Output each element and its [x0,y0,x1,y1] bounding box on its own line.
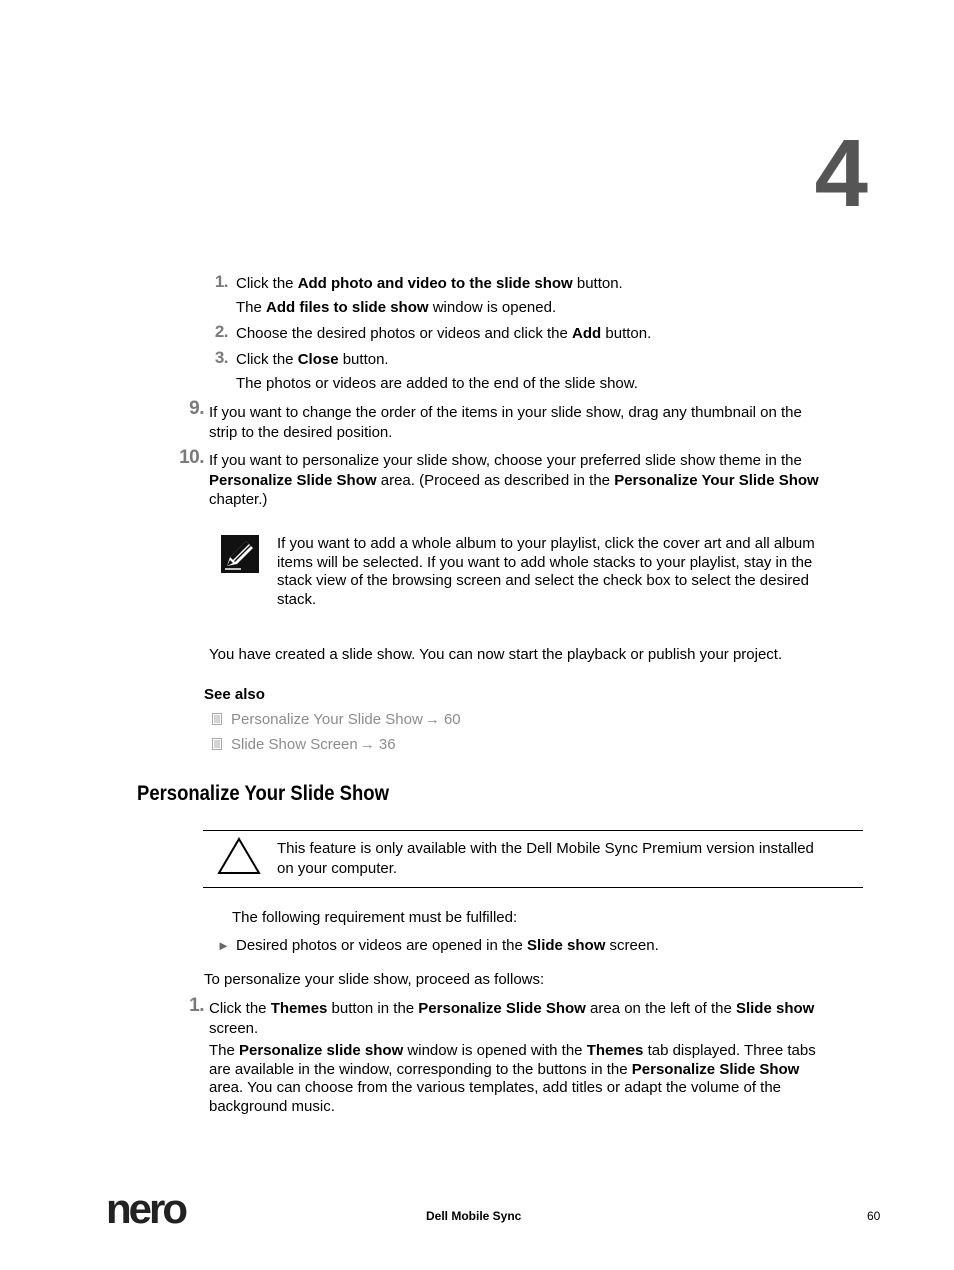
document-icon [212,738,222,750]
step-text: chapter.) [209,491,268,508]
warning-top-rule [203,830,863,831]
substep-text: Click the Close button. [236,351,389,368]
substep-number: 3. [214,348,228,367]
substep-result: The photos or videos are added to the end of the slide show. [236,375,638,392]
warning-text: This feature is only available with the Dell Mobile Sync Premium version installed on your computer. [277,840,814,877]
footer-product-name: Dell Mobile Sync [426,1209,522,1223]
requirement-bullet: ► [217,938,230,953]
step-number: 10. [179,447,204,468]
step-number: 9. [189,398,204,419]
nero-logo [106,1189,212,1229]
requirement-item: Desired photos or videos are opened in the Slide show screen. [236,937,659,954]
pencil-note-icon [221,535,259,573]
step-text: Click the Themes button in the Personalize Slide Show area on the left of the Slide show [209,1000,815,1017]
substep-text: Click the Add photo and video to the slide show button. [236,275,623,292]
footer-page-number: 60 [867,1209,881,1223]
step-text: screen. [209,1020,259,1037]
svg-text:4: 4 [814,128,868,218]
step-text: If you want to change the order of the items in your slide show, drag any thumbnail on the [209,404,802,421]
substep-text: Choose the desired photos or videos and click the Add button. [236,325,652,342]
procedure-intro: To personalize your slide show, proceed as follows: [204,971,545,988]
step-text: Personalize Slide Show area. (Proceed as described in the Personalize Your Slide Show [209,472,819,489]
step-number: 1. [189,995,204,1016]
step-text: If you want to personalize your slide show, choose your preferred slide show theme in the [209,452,802,469]
chapter-number [806,128,868,218]
substep-number: 1. [214,272,228,291]
see-also-link[interactable]: Personalize Your Slide Show → 60 [212,710,461,729]
warning-bottom-rule [203,887,863,888]
summary-text: You have created a slide show. You can now start the playback or publish your project. [209,646,783,663]
step-text: strip to the desired position. [209,424,393,441]
svg-text:nero: nero [106,1189,186,1229]
see-also-heading: See also [204,686,265,703]
warning-triangle-icon [217,837,261,875]
see-also-link[interactable]: Slide Show Screen → 36 [212,735,396,754]
requirement-intro: The following requirement must be fulfilled: [232,909,518,926]
substep-number: 2. [214,322,228,341]
step-result: The Personalize slide show window is opened with the Themes tab displayed. Three tabs are available in the window, corresponding to the buttons in the Personalize Slide Show area. You can choose from the various templates, add titles or adapt the volume of the background music. [209,1042,816,1115]
section-title: Personalize Your Slide Show [137,782,389,805]
note-text: If you want to add a whole album to your playlist, click the cover art and all album items will be selected. If you want to add whole stacks to your playlist, stay in the stack view of the browsing screen and select the check box to select the desired stack. [277,535,815,608]
substep-result: The Add files to slide show window is opened. [236,299,557,316]
document-icon [212,713,222,725]
